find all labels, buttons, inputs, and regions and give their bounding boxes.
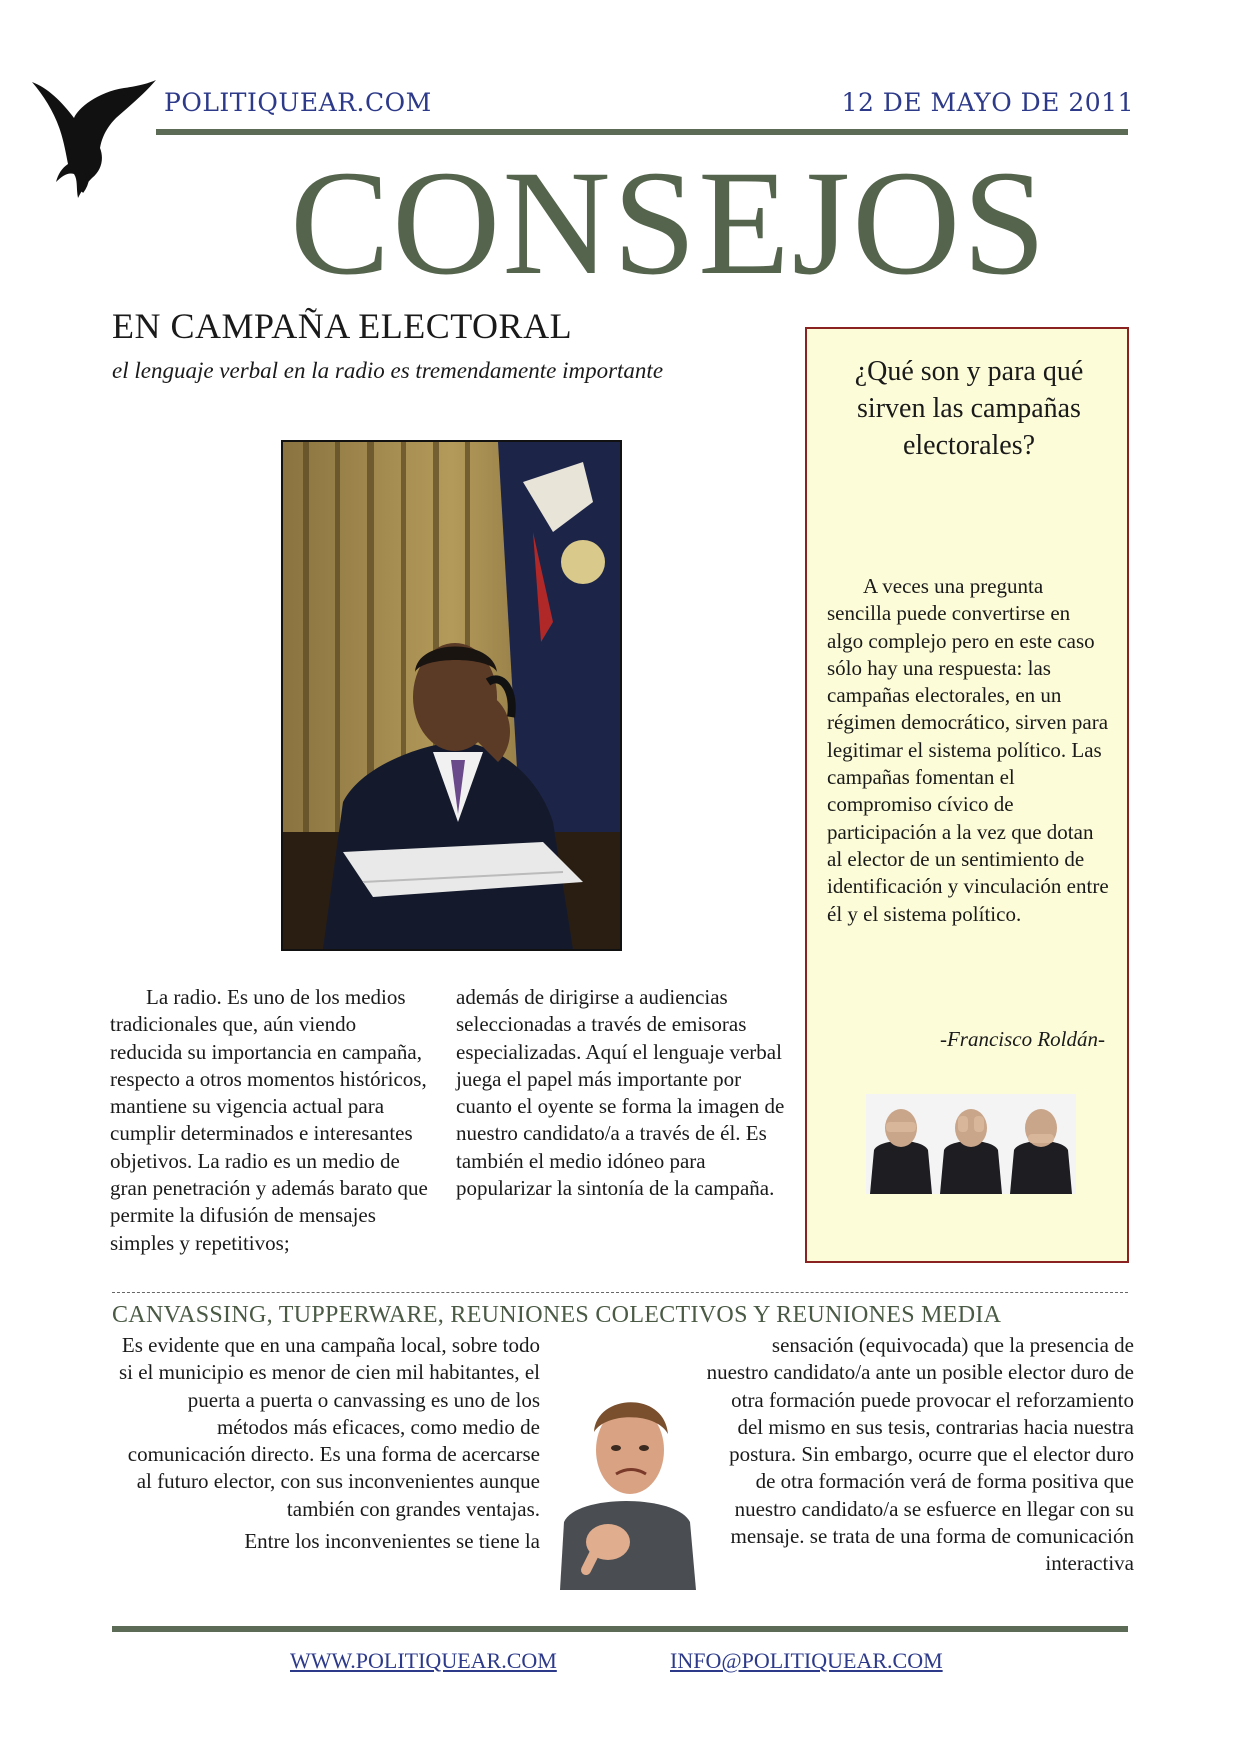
site-name: POLITIQUEAR.COM	[164, 88, 432, 117]
website-link[interactable]: WWW.POLITIQUEAR.COM	[290, 1648, 557, 1673]
article-column-2	[456, 984, 786, 1202]
email-link[interactable]: INFO@POLITIQUEAR.COM	[670, 1648, 943, 1673]
sidebar-paragraph: A veces una pregunta sencilla puede convertirse en algo complejo pero en este caso sólo hay una respuesta: las campañas electorales, en un régimen democrático, sirven para legitimar el sistema político. Las campañas fomentan el compromiso cívico de participación a la vez que dotan al elector de un sentimiento de identificación y vinculación entre él y el sistema político.	[827, 574, 1109, 926]
section-paragraph: Entre los inconvenientes se tiene la	[244, 1529, 540, 1554]
tagline: el lenguaje verbal en la radio es tremendamente importante	[112, 358, 664, 383]
section-column-2	[706, 1332, 1134, 1578]
photo-man-on-phone	[281, 440, 622, 951]
issue-date: 12 DE MAYO DE 2011	[841, 88, 1134, 117]
sidebar-box	[805, 327, 1129, 1263]
eagle-logo-icon	[28, 78, 158, 202]
article-column-1	[110, 984, 432, 1257]
header-rule	[156, 129, 1128, 135]
footer-rule	[112, 1626, 1128, 1632]
section-paragraph: sensación (equivocada) que la presencia de nuestro candidato/a ante un posible elector duro de otra formación puede provocar el reforzamiento del mismo en sus tesis, contrarias hacia nuestra postura. Sin embargo, ocurre que el elector duro de otra formación verá de forma positiva que nuestro candidato/a se esfuerce en llegar con su mensaje. se trata de una forma de comunicación interactiva	[706, 1333, 1134, 1576]
article-paragraph: La radio. Es uno de los medios tradicionales que, aún viendo reducida su importancia en campaña, respecto a otros momentos históricos, mantiene su vigencia actual para cumplir determinados e interesantes objetivos. La radio es un medio de gran penetración y además barato que permite la difusión de mensajes simples y repetitivos;	[110, 985, 428, 1255]
photo-man-pointing	[556, 1372, 698, 1590]
section-divider	[112, 1292, 1128, 1293]
section-paragraph: Es evidente que en una campaña local, sobre todo si el municipio es menor de cien mil habitantes, el puerta a puerta o canvassing es uno de los métodos más eficaces, como medio de comunicación directo. Es una forma de acercarse al futuro elector, con sus inconvenientes aunque también con grandes ventajas.	[118, 1333, 540, 1521]
photo-three-wise-men	[866, 1094, 1076, 1194]
section-column-1	[112, 1332, 540, 1555]
article-paragraph: además de dirigirse a audiencias seleccionadas a través de emisoras especializadas. Aquí el lenguaje verbal juega el papel más importante por cuanto el oyente se forma la imagen de nuestro candidato/a a través de él. Es también el medio idóneo para popularizar la sintonía de la campaña.	[456, 985, 785, 1201]
sidebar-body	[827, 573, 1111, 928]
page-title: CONSEJOS	[290, 140, 1048, 306]
page-subtitle: EN CAMPAÑA ELECTORAL	[112, 306, 573, 346]
section-title: CANVASSING, TUPPERWARE, REUNIONES COLECTIVOS Y REUNIONES MEDIA	[112, 1302, 1002, 1328]
sidebar-question: ¿Qué son y para qué sirven las campañas electorales?	[854, 356, 1084, 461]
sidebar-author: -Francisco Roldán-	[939, 1027, 1105, 1051]
